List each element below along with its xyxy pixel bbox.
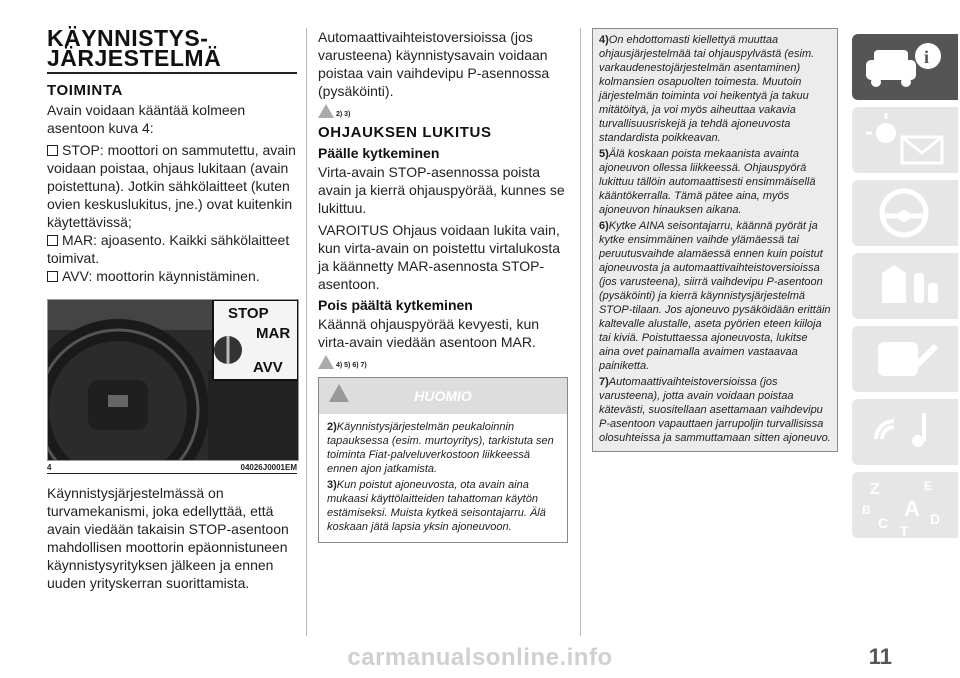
figure-ignition xyxy=(47,299,299,461)
warning-reference: 4) 5) 6) 7) xyxy=(318,355,568,369)
steering-wheel-icon xyxy=(852,180,958,246)
bullet-stop: STOP: moottori on sammutettu, avain voidaan poistaa, ohjaus lukitaan (avain poistettuna). Jotkin sähkölaitteet (kuten ovien keskuslukitus, jne.) ovat kuitenkin käytettävissä; xyxy=(47,142,296,230)
tab-warning-lights[interactable] xyxy=(852,107,958,173)
column-2 xyxy=(318,28,568,543)
tab-maintenance[interactable] xyxy=(852,326,958,392)
warning-triangle-icon xyxy=(329,384,349,402)
square-bullet-icon xyxy=(47,271,58,282)
column-divider xyxy=(306,28,307,636)
media-icon xyxy=(852,399,958,465)
section-title-toiminta: TOIMINTA xyxy=(47,82,123,99)
square-bullet-icon xyxy=(47,145,58,156)
lock-text: Virta-avain STOP-asennossa poista avain ja kierrä ohjauspyörää, kunnes se lukittuu. xyxy=(318,164,565,216)
svg-text:Z: Z xyxy=(870,481,880,498)
tab-index[interactable] xyxy=(852,472,958,538)
svg-text:B: B xyxy=(862,503,871,517)
huomio-body xyxy=(319,414,567,542)
page-number: 11 xyxy=(868,644,892,669)
huomio-header: HUOMIO xyxy=(319,378,567,414)
car-safety-icon xyxy=(852,253,958,319)
figure-label-stop: STOP xyxy=(228,305,269,322)
svg-text:T: T xyxy=(900,523,909,538)
automatic-gearbox-text: Automaattivaihteistoversioissa (jos varusteena) käynnistysavain voidaan poistaa vain vaihdevipu P-asennossa (pysäköinti). xyxy=(318,29,550,99)
chapter-tabs xyxy=(852,34,960,545)
subtitle-pois: Pois päältä kytkeminen xyxy=(318,297,473,313)
body-text: Käynnistysjärjestelmässä on turvamekanismi, joka edellyttää, että avain viedään takaisin STOP-asentoon mahdollisen moottorin epäonnistuneen käynnistysyrityksen jälkeen ja ennen uuden yrityskerran suorittamista. xyxy=(47,485,289,591)
note-3: 3)Kun poistut ajoneuvosta, ota avain aina mukaasi käyttölaitteiden tahattoman käytön estämiseksi. Muista kytkeä seisontajarru. Älä koskaan jätä lapsia yksin ajoneuvoon. xyxy=(327,479,546,533)
warning-triangle-icon xyxy=(318,104,334,118)
bullet-avv: AVV: moottorin käynnistäminen. xyxy=(47,267,297,285)
tab-media[interactable] xyxy=(852,399,958,465)
huomio-box xyxy=(318,377,568,543)
dashboard-illustration xyxy=(48,300,298,460)
column-1 xyxy=(47,25,297,596)
alphabet-index-icon xyxy=(852,472,958,538)
tab-safety[interactable] xyxy=(852,253,958,319)
unlock-text: Käännä ohjauspyörää kevyesti, kun virta-avain viedään asentoon MAR. xyxy=(318,316,540,350)
watermark: carmanualsonline.info xyxy=(347,644,613,671)
note-6: 6)Kytke AINA seisontajarru, käännä pyörät ja kytke ensimmäinen vaihde ylämäessä tai peruutusvaihde alamäessä ennen kuin poistut ajoneuvosta ja automaattivaihteistoversioissa (jos varusteena), siirrä vaihdevipu P-asentoon (pysäköinti) ja kierrä käynnistysjärjestelmä STOP-tilaan. Jos ajoneuvo pysäköidään erittäin kaltevalle alustalle, aseta pyörien eteen kiiloja tai kiviä. Poistuttaessa ajoneuvosta, lukitse aina ovet painamalla avaimen vastaavaa painiketta. xyxy=(599,220,831,372)
svg-text:E: E xyxy=(924,479,933,493)
note-5: 5)Älä koskaan poista mekaanista avainta ajoneuvon ollessa liikkeessä. Ohjauspyörä lukittuu tällöin automaattisesti ensimmäisellä kääntökerralla. Tämä pätee aina, myös ajoneuvon hinauksen aikana. xyxy=(599,148,816,216)
note-4: 4)On ehdottomasti kiellettyä muuttaa ohjausjärjestelmää tai ohjauspylvästä (esim. varkaudenestojärjestelmän asentaminen) kolmansien osapuolten toimesta. Muutoin järjestelmän toiminta voi heikentyä ja takuu mitätöityä, ja voi myös aiheuttaa vakavia turvallisuusriskejä ja tehdä ajoneuvosta standardista poikkeavan. xyxy=(599,34,815,144)
figure-label-avv: AVV xyxy=(253,359,283,376)
varoitus-text: VAROITUS Ohjaus voidaan lukita vain, kun virta-avain on poistettu virtalukosta ja käännetty MAR-asennosta STOP-asentoon. xyxy=(318,222,561,292)
warning-lights-icon xyxy=(852,107,958,173)
chapter-title: KÄYNNISTYS- JÄRJESTELMÄ xyxy=(47,28,297,74)
square-bullet-icon xyxy=(47,235,58,246)
note-2: 2)Käynnistysjärjestelmän peukaloinnin tapauksessa (esim. murtoyritys), tarkistuta sen toiminta Fiat-palveluverkostoon liikkeessä ennen ajon jatkamista. xyxy=(327,421,554,475)
section-title-ohjauksen-lukitus: OHJAUKSEN LUKITUS xyxy=(318,124,492,141)
bullet-mar: MAR: ajoasento. Kaikki sähkölaitteet toimivat. xyxy=(47,232,290,266)
wrench-icon xyxy=(852,326,958,392)
column-divider xyxy=(580,28,581,636)
svg-text:A: A xyxy=(904,496,920,521)
column-3 xyxy=(592,28,838,452)
subtitle-paalle: Päälle kytkeminen xyxy=(318,145,440,161)
warning-reference: 2) 3) xyxy=(318,104,568,118)
svg-text:i: i xyxy=(924,47,930,67)
tab-car-info[interactable] xyxy=(852,34,958,100)
car-info-icon xyxy=(852,34,958,100)
tab-steering[interactable] xyxy=(852,180,958,246)
svg-text:C: C xyxy=(878,515,889,531)
warning-notes-box xyxy=(592,28,838,452)
figure-label-mar: MAR xyxy=(256,325,291,342)
warning-triangle-icon xyxy=(318,355,334,369)
svg-text:D: D xyxy=(930,511,941,527)
note-7: 7)Automaattivaihteistoversioissa (jos varusteena), jotta avain voidaan poistaa kätevästi, suositellaan asettamaan vaihdevipu P-asentoon vapauttaen jarrupoljin turvallisissa olosuhteissa ja sammuttamaan sitten ajoneuvo. xyxy=(599,376,831,444)
intro-text: Avain voidaan kääntää kolmeen asentoon kuva 4: xyxy=(47,102,246,136)
figure-caption: 4 04026J0001EM xyxy=(47,463,297,472)
